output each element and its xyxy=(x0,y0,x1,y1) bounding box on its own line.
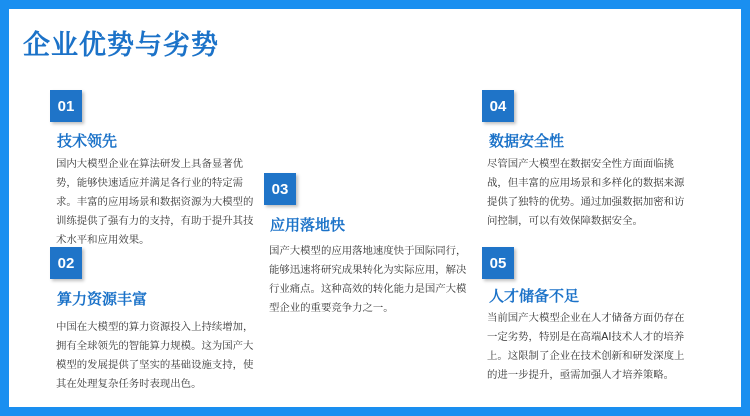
slide xyxy=(9,9,741,407)
item-heading: 人才储备不足 xyxy=(489,287,580,305)
item-description: 中国在大模型的算力资源投入上持续增加，拥有全球领先的智能算力规模。这为国产大模型的发展提供了坚实的基础设施支持，使其在处理复杂任务时表现出色。 xyxy=(56,321,254,390)
item-number-badge: 03 xyxy=(264,173,296,205)
item-heading: 应用落地快 xyxy=(270,216,346,234)
item-description: 国产大模型的应用落地速度快于国际同行，能够迅速将研究成果转化为实际应用，解决行业痛点。这种高效的转化能力是国产大模型企业的重要竞争力之一。 xyxy=(269,245,467,314)
item-heading: 技术领先 xyxy=(57,132,118,150)
slide-title: 企业优势与劣势 xyxy=(23,30,219,61)
item-number-badge: 02 xyxy=(50,247,82,279)
item-heading: 算力资源丰富 xyxy=(57,290,148,308)
item-number-badge: 04 xyxy=(482,90,514,122)
item-description: 国内大模型企业在算法研发上具备显著优势，能够快速适应并满足各行业的特定需求。丰富的应用场景和数据资源为大模型的训练提供了强有力的支持，有助于提升其技术水平和应用效果。 xyxy=(56,158,254,246)
item-description: 尽管国产大模型在数据安全性方面面临挑战，但丰富的应用场景和多样化的数据来源提供了独特的优势。通过加强数据加密和访问控制，可以有效保障数据安全。 xyxy=(487,158,685,227)
item-heading: 数据安全性 xyxy=(489,132,565,150)
item-number-badge: 05 xyxy=(482,247,514,279)
item-description: 当前国产大模型企业在人才储备方面仍存在一定劣势，特别是在高端AI技术人才的培养上。这限制了企业在技术创新和研发深度上的进一步提升，亟需加强人才培养策略。 xyxy=(487,312,685,381)
item-number-badge: 01 xyxy=(50,90,82,122)
